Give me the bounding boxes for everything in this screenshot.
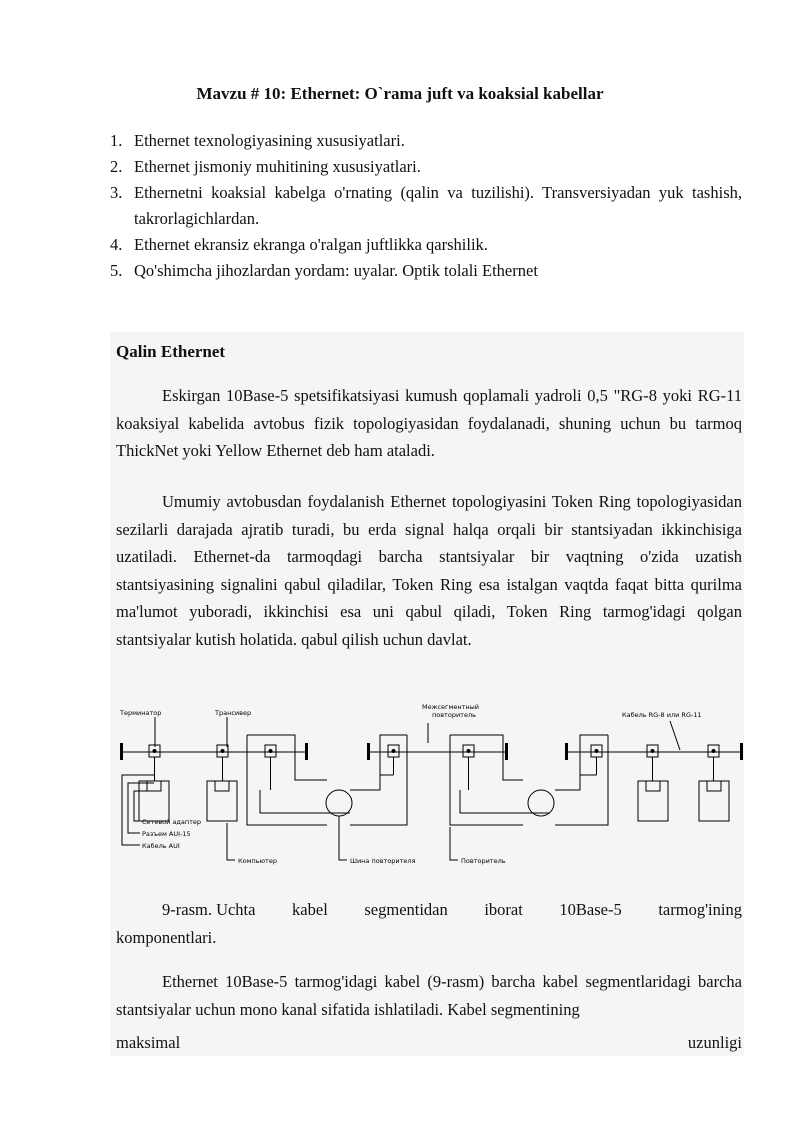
list-item-text: Qo'shimcha jihozlardan yordam: uyalar. Optik tolali Ethernet xyxy=(134,261,538,280)
network-diagram-figure xyxy=(110,695,750,875)
list-number: 2. xyxy=(110,157,123,176)
list-item xyxy=(110,232,742,258)
list-number: 1. xyxy=(110,131,123,150)
label-repeater-top: Межсегментный xyxy=(422,703,479,711)
paragraph-cable-segment: Ethernet 10Base-5 tarmog'idagi kabel (9-rasm) barcha kabel segmentlaridagi barcha stantsiyalar uchun mono kanal sifatida ishlatiladi. Kabel segmentining xyxy=(116,972,742,1019)
label-transceiver: Трансивер xyxy=(215,709,252,717)
caption-word: 10Base-5 xyxy=(559,900,622,919)
caption-word: 9-rasm. Uchta xyxy=(162,900,256,919)
caption-line-1 xyxy=(116,896,742,924)
label-terminator: Терминатор xyxy=(120,709,162,717)
list-number: 3. xyxy=(110,183,123,202)
label-aui-connector: Разъем AUI-15 xyxy=(142,830,191,838)
section-heading: Qalin Ethernet xyxy=(116,342,226,361)
caption-word: segmentidan xyxy=(364,900,448,919)
label-repeater-top-2: повторитель xyxy=(432,711,476,719)
last-line-right-word: uzunligi xyxy=(687,1033,742,1052)
last-line-left-word: maksimal xyxy=(116,1033,181,1052)
page-title: Mavzu # 10: Ethernet: O`rama juft va koaksial kabellar xyxy=(196,84,604,103)
label-aui-cable: Кабель AUI xyxy=(142,842,180,850)
list-item xyxy=(110,180,742,232)
figure-caption xyxy=(116,896,742,951)
list-item-text: Ethernet ekransiz ekranga o'ralgan juftlikka qarshilik. xyxy=(134,235,488,254)
caption-line-2: komponentlari. xyxy=(116,927,217,947)
paragraph-thicknet: Eskirgan 10Base-5 spetsifikatsiyasi kumush qoplamali yadroli 0,5 "RG-8 yoki RG-11 koaksiyal kabelida avtobus fizik topologiyasidan foydalanadi, shuning uchun bu tarmoq ThickNet yoki Yellow Ethernet deb ham ataladi. xyxy=(116,386,742,460)
caption-word: kabel xyxy=(292,900,328,919)
paragraph-bus-topology: Umumiy avtobusdan foydalanish Ethernet topologiyasini Token Ring topologiyasidan sezilarli darajada ajratib turadi, bu erda signal halqa orqali bir stantsiyadan ikkinchisiga uzatiladi. Ethernet-da tarmoqdagi barcha stantsiyalar bir vaqtning o'zida uzatish stantsiyasining signalini qabul qiladilar, Token Ring esa istalgan vaqtda faqat bitta qurilma ma'lumot yuboradi, ikkinchisi esa uni qabul qiladi, Token Ring tarmog'idagi qolgan stantsiyalar kutish holatida. qabul qilish uchun davlat. xyxy=(116,492,742,649)
caption-word: tarmog'ining xyxy=(658,900,742,919)
list-item-text: Ethernet texnologiyasining xususiyatlari. xyxy=(134,131,405,150)
label-network-adapter: Сетевой адаптер xyxy=(142,818,202,826)
list-item-text: Ethernet jismoniy muhitining xususiyatlari. xyxy=(134,157,421,176)
list-number: 4. xyxy=(110,235,123,254)
list-item xyxy=(110,154,742,180)
list-item xyxy=(110,258,742,284)
label-repeater-bus: Шина повторителя xyxy=(350,857,416,865)
list-item xyxy=(110,128,742,154)
label-cable: Кабель RG-8 или RG-11 xyxy=(622,711,702,719)
list-item-text: Ethernetni koaksial kabelga o'rnating (qalin va tuzilishi). Transversiyadan yuk tashish, takrorlagichlardan. xyxy=(134,183,742,228)
label-computer: Компьютер xyxy=(238,857,277,865)
network-diagram xyxy=(110,695,750,875)
topic-list xyxy=(110,128,742,284)
caption-word: iborat xyxy=(484,900,523,919)
label-repeater: Повторитель xyxy=(461,857,506,865)
list-number: 5. xyxy=(110,261,123,280)
